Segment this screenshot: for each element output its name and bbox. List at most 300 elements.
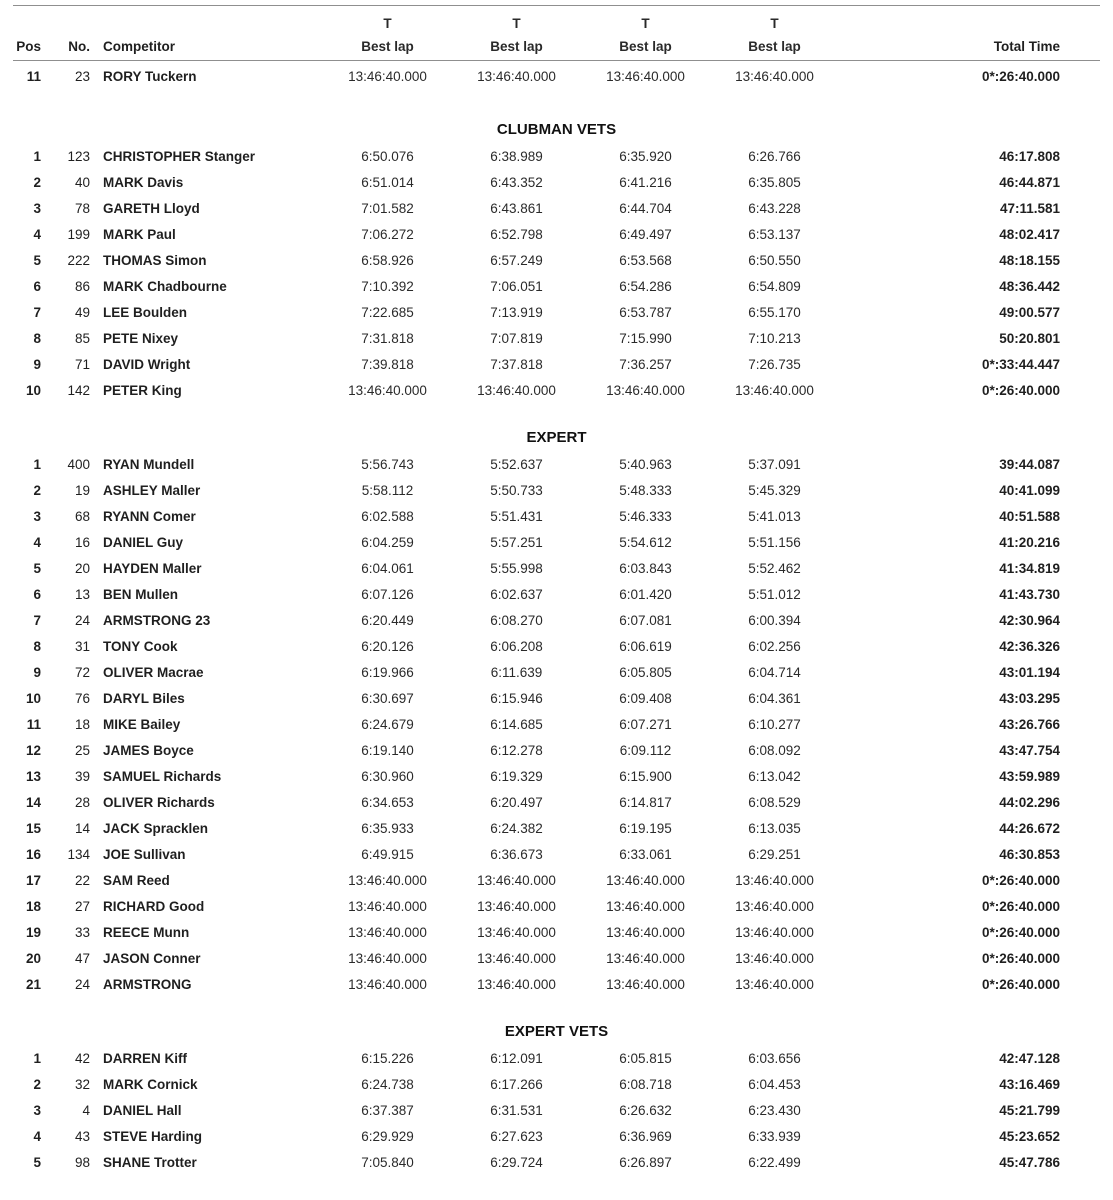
best-lap-cell-4: 13:46:40.000 [735,382,814,398]
table-row [13,633,1060,659]
total-time-cell: 41:34.819 [999,560,1060,576]
best-lap-cell-4: 13:46:40.000 [735,924,814,940]
position-cell: 8 [33,330,41,346]
lap2-t-header: T [512,16,521,31]
position-cell: 4 [33,534,41,550]
total-time-cell: 39:44.087 [999,456,1060,472]
competitor-cell: DARREN Kiff [103,1050,187,1066]
position-cell: 19 [25,924,41,940]
best-lap-cell-4: 6:29.251 [748,846,801,862]
best-lap-cell-1: 13:46:40.000 [348,950,427,966]
best-lap-cell-1: 6:02.588 [361,508,414,524]
position-cell: 2 [33,482,41,498]
table-row [13,247,1060,273]
total-time-cell: 43:16.469 [999,1076,1060,1092]
total-time-cell: 0*:26:40.000 [981,924,1060,940]
best-lap-cell-2: 6:11.639 [490,664,543,680]
position-cell: 7 [33,304,41,320]
competitor-cell: OLIVER Macrae [103,664,204,680]
position-cell: 10 [25,690,41,706]
race-number-cell: 47 [74,950,90,966]
position-cell: 1 [33,456,41,472]
best-lap-cell-2: 6:38.989 [490,148,543,164]
best-lap-cell-2: 7:06.051 [490,278,543,294]
best-lap-cell-3: 13:46:40.000 [606,872,685,888]
best-lap-cell-3: 6:05.815 [619,1050,672,1066]
competitor-cell: MARK Chadbourne [103,278,227,294]
competitor-cell: PETER King [103,382,182,398]
best-lap-cell-4: 5:52.462 [748,560,801,576]
total-time-cell: 43:26.766 [999,716,1060,732]
best-lap-cell-1: 6:58.926 [361,252,414,268]
total-time-cell: 40:51.588 [999,508,1060,524]
results-section [0,117,1113,403]
position-cell: 2 [33,1076,41,1092]
best-lap-cell-4: 5:41.013 [748,508,801,524]
total-time-cell: 44:26.672 [999,820,1060,836]
table-row [13,815,1060,841]
competitor-cell: ASHLEY Maller [103,482,201,498]
best-lap-cell-1: 13:46:40.000 [348,382,427,398]
best-lap-cell-3: 6:26.632 [619,1102,672,1118]
race-number-cell: 72 [74,664,90,680]
no-header-spacer [45,6,93,33]
best-lap-cell-2: 6:12.278 [490,742,543,758]
best-lap-cell-3: 6:05.805 [619,664,672,680]
best-lap-cell-3: 6:53.568 [619,252,672,268]
table-row [13,581,1060,607]
best-lap-cell-3: 6:33.061 [619,846,672,862]
total-time-cell: 46:30.853 [999,846,1060,862]
table-row [13,893,1060,919]
competitor-cell: DAVID Wright [103,356,191,372]
total-header-spacer [839,6,1060,33]
total-time-cell: 47:11.581 [999,200,1060,216]
total-time-cell: 0*:26:40.000 [981,950,1060,966]
competitor-cell: RICHARD Good [103,898,205,914]
table-row [13,169,1060,195]
best-lap-cell-3: 13:46:40.000 [606,924,685,940]
race-number-cell: 24 [74,976,90,992]
table-row [13,351,1060,377]
lap3-t-header: T [641,16,650,31]
race-number-cell: 68 [74,508,90,524]
best-lap-cell-4: 6:03.656 [748,1050,801,1066]
race-number-cell: 40 [74,174,90,190]
best-lap-cell-1: 6:24.679 [361,716,414,732]
competitor-cell: BEN Mullen [103,586,179,602]
best-lap-cell-3: 7:15.990 [619,330,672,346]
best-lap-cell-3: 13:46:40.000 [606,68,685,84]
best-lap-cell-1: 13:46:40.000 [348,924,427,940]
table-row [13,789,1060,815]
competitor-cell: CHRISTOPHER Stanger [103,148,256,164]
competitor-cell: JOE Sullivan [103,846,186,862]
competitor-cell: REECE Munn [103,924,190,940]
competitor-cell: JASON Conner [103,950,201,966]
competitor-cell: SAM Reed [103,872,170,888]
best-lap-cell-1: 7:31.818 [361,330,414,346]
best-lap-cell-3: 13:46:40.000 [606,950,685,966]
race-number-cell: 25 [74,742,90,758]
table-row [13,919,1060,945]
best-lap-cell-4: 13:46:40.000 [735,950,814,966]
best-lap-cell-1: 5:56.743 [361,456,414,472]
best-lap-cell-1: 5:58.112 [361,482,414,498]
total-time-cell: 50:20.801 [999,330,1060,346]
best-lap-cell-4: 6:08.529 [748,794,801,810]
best-lap-cell-4: 6:00.394 [748,612,801,628]
best-lap-cell-1: 6:30.960 [361,768,414,784]
pos-header-spacer [13,6,45,33]
best-lap-cell-4: 6:26.766 [748,148,801,164]
race-number-cell: 71 [74,356,90,372]
table-row [13,763,1060,789]
total-time-cell: 40:41.099 [999,482,1060,498]
total-time-cell: 41:20.216 [999,534,1060,550]
competitor-cell: GARETH Lloyd [103,200,200,216]
best-lap-cell-4: 6:22.499 [748,1154,801,1170]
best-lap-cell-2: 6:29.724 [490,1154,543,1170]
best-lap-cell-2: 5:52.637 [490,456,543,472]
best-lap-cell-1: 6:20.449 [361,612,414,628]
competitor-header-spacer [93,6,323,33]
race-number-cell: 39 [74,768,90,784]
total-time-cell: 45:47.786 [999,1154,1060,1170]
best-lap-cell-2: 6:15.946 [490,690,543,706]
best-lap-cell-1: 7:39.818 [361,356,414,372]
total-time-cell: 48:18.155 [999,252,1060,268]
competitor-cell: HAYDEN Maller [103,560,202,576]
position-cell: 11 [26,716,41,732]
section-table [13,451,1060,997]
best-lap-cell-4: 13:46:40.000 [735,898,814,914]
race-number-cell: 23 [74,68,90,84]
best-lap-cell-3: 6:44.704 [619,200,672,216]
best-lap-cell-3: 13:46:40.000 [606,382,685,398]
best-lap-cell-1: 6:20.126 [361,638,414,654]
race-number-cell: 49 [74,304,90,320]
race-number-cell: 222 [67,252,90,268]
position-cell: 1 [33,1050,41,1066]
table-row [13,1149,1060,1175]
best-lap-cell-1: 6:29.929 [361,1128,414,1144]
table-row [13,377,1060,403]
best-lap-cell-3: 6:06.619 [619,638,672,654]
best-lap-cell-4: 5:51.012 [748,586,801,602]
best-lap-cell-1: 6:50.076 [361,148,414,164]
position-cell: 13 [25,768,41,784]
race-number-cell: 19 [74,482,90,498]
best-lap-header-4: Best lap [748,39,801,54]
table-row [13,607,1060,633]
race-number-cell: 43 [74,1128,90,1144]
best-lap-cell-1: 6:30.697 [361,690,414,706]
position-cell: 10 [25,382,41,398]
best-lap-cell-4: 6:23.430 [748,1102,801,1118]
position-cell: 1 [33,148,41,164]
best-lap-cell-1: 6:19.966 [361,664,414,680]
best-lap-cell-4: 6:13.042 [748,768,801,784]
position-cell: 14 [25,794,41,810]
best-lap-cell-3: 7:36.257 [619,356,672,372]
best-lap-cell-2: 13:46:40.000 [477,872,556,888]
table-row [13,711,1060,737]
total-time-cell: 0*:26:40.000 [981,976,1060,992]
position-cell: 9 [33,664,41,680]
position-cell: 2 [33,174,41,190]
total-time-cell: 42:47.128 [999,1050,1060,1066]
best-lap-cell-3: 6:19.195 [619,820,672,836]
total-time-cell: 42:30.964 [999,612,1060,628]
best-lap-cell-4: 5:37.091 [748,456,801,472]
best-lap-cell-2: 6:19.329 [490,768,543,784]
section-rows [13,61,1060,91]
section-table [13,61,1060,91]
position-cell: 6 [33,278,41,294]
position-cell: 3 [33,508,41,524]
table-row [13,945,1060,971]
position-cell: 9 [33,356,41,372]
race-number-cell: 14 [74,820,90,836]
position-cell: 4 [33,1128,41,1144]
table-row [13,685,1060,711]
position-cell: 16 [25,846,41,862]
competitor-cell: DARYL Biles [103,690,185,706]
position-cell: 18 [25,898,41,914]
race-number-cell: 28 [74,794,90,810]
total-time-cell: 43:01.194 [999,664,1060,680]
race-number-cell: 123 [67,148,90,164]
best-lap-cell-2: 6:17.266 [490,1076,543,1092]
section-title: CLUBMAN VETS [496,121,617,138]
best-lap-cell-2: 6:20.497 [490,794,543,810]
position-cell: 3 [33,1102,41,1118]
race-number-cell: 24 [74,612,90,628]
competitor-cell: MIKE Bailey [103,716,181,732]
competitor-cell: MARK Paul [103,226,176,242]
best-lap-cell-4: 6:04.453 [748,1076,801,1092]
best-lap-cell-3: 5:54.612 [619,534,672,550]
best-lap-cell-3: 13:46:40.000 [606,976,685,992]
results-section [0,425,1113,997]
best-lap-cell-2: 7:07.819 [490,330,543,346]
lap4-t-header: T [770,16,779,31]
race-number-cell: 134 [67,846,90,862]
best-lap-cell-1: 7:22.685 [361,304,414,320]
table-row [13,1123,1060,1149]
best-lap-cell-3: 6:36.969 [619,1128,672,1144]
best-lap-cell-3: 5:48.333 [619,482,672,498]
number-header: No. [68,39,90,54]
best-lap-cell-1: 13:46:40.000 [348,872,427,888]
best-lap-cell-1: 6:24.738 [361,1076,414,1092]
best-lap-cell-2: 13:46:40.000 [477,898,556,914]
best-lap-cell-3: 6:09.112 [619,742,672,758]
best-lap-cell-4: 13:46:40.000 [735,976,814,992]
pos-header: Pos [16,39,41,54]
race-number-cell: 85 [74,330,90,346]
table-row [13,529,1060,555]
competitor-cell: RYAN Mundell [103,456,195,472]
best-lap-cell-2: 5:50.733 [490,482,543,498]
best-lap-cell-3: 6:53.787 [619,304,672,320]
best-lap-cell-4: 6:04.361 [748,690,801,706]
position-cell: 11 [26,68,41,84]
best-lap-cell-1: 6:04.259 [361,534,414,550]
best-lap-cell-1: 7:05.840 [361,1154,414,1170]
best-lap-cell-1: 6:07.126 [361,586,414,602]
best-lap-cell-2: 6:43.861 [490,200,543,216]
best-lap-cell-4: 6:08.092 [748,742,801,758]
best-lap-cell-3: 6:01.420 [619,586,672,602]
best-lap-cell-4: 6:43.228 [748,200,801,216]
section-title: EXPERT VETS [504,1023,609,1040]
race-number-cell: 400 [67,456,90,472]
best-lap-cell-4: 7:10.213 [748,330,801,346]
competitor-cell: TONY Cook [103,638,178,654]
best-lap-cell-3: 5:46.333 [619,508,672,524]
table-row [13,841,1060,867]
results-section [0,61,1113,91]
race-number-cell: 199 [67,226,90,242]
best-lap-cell-4: 6:35.805 [748,174,801,190]
table-row [13,61,1060,91]
best-lap-cell-2: 6:02.637 [490,586,543,602]
table-row [13,221,1060,247]
race-number-cell: 86 [74,278,90,294]
table-row [13,659,1060,685]
table-row [13,299,1060,325]
total-time-cell: 48:02.417 [999,226,1060,242]
race-number-cell: 18 [74,716,90,732]
race-number-cell: 42 [74,1050,90,1066]
best-lap-cell-3: 6:09.408 [619,690,672,706]
table-row [13,143,1060,169]
table-row [13,273,1060,299]
race-number-cell: 78 [74,200,90,216]
best-lap-cell-1: 7:01.582 [361,200,414,216]
total-time-cell: 0*:26:40.000 [981,68,1060,84]
race-number-cell: 22 [74,872,90,888]
best-lap-cell-2: 6:43.352 [490,174,543,190]
total-time-cell: 46:17.808 [999,148,1060,164]
best-lap-cell-1: 6:35.933 [361,820,414,836]
total-time-cell: 41:43.730 [999,586,1060,602]
position-cell: 5 [33,252,41,268]
best-lap-cell-4: 13:46:40.000 [735,872,814,888]
best-lap-cell-4: 6:54.809 [748,278,801,294]
best-lap-cell-2: 6:52.798 [490,226,543,242]
best-lap-cell-3: 6:26.897 [619,1154,672,1170]
section-rows [13,451,1060,997]
best-lap-cell-4: 6:10.277 [748,716,801,732]
total-time-cell: 43:59.989 [999,768,1060,784]
total-time-cell: 49:00.577 [999,304,1060,320]
position-cell: 21 [25,976,41,992]
total-time-cell: 44:02.296 [999,794,1060,810]
best-lap-cell-4: 6:53.137 [748,226,801,242]
best-lap-cell-3: 6:14.817 [619,794,672,810]
competitor-cell: STEVE Harding [103,1128,203,1144]
best-lap-cell-3: 6:03.843 [619,560,672,576]
position-cell: 8 [33,638,41,654]
best-lap-cell-1: 13:46:40.000 [348,68,427,84]
best-lap-cell-2: 7:37.818 [490,356,543,372]
position-cell: 12 [25,742,41,758]
table-row [13,451,1060,477]
best-lap-cell-2: 6:06.208 [490,638,543,654]
best-lap-cell-2: 13:46:40.000 [477,976,556,992]
best-lap-cell-3: 6:49.497 [619,226,672,242]
best-lap-cell-1: 13:46:40.000 [348,898,427,914]
best-lap-cell-4: 6:02.256 [748,638,801,654]
race-number-cell: 20 [74,560,90,576]
competitor-cell: PETE Nixey [103,330,179,346]
best-lap-cell-2: 5:51.431 [490,508,543,524]
competitor-cell: LEE Boulden [103,304,187,320]
position-cell: 17 [25,872,41,888]
position-cell: 6 [33,586,41,602]
competitor-cell: JAMES Boyce [103,742,194,758]
best-lap-cell-2: 6:14.685 [490,716,543,732]
best-lap-cell-4: 5:51.156 [748,534,801,550]
table-row [13,867,1060,893]
best-lap-cell-2: 6:36.673 [490,846,543,862]
race-number-cell: 98 [74,1154,90,1170]
best-lap-cell-4: 7:26.735 [748,356,801,372]
competitor-cell: SHANE Trotter [103,1154,197,1170]
results-header-table [13,6,1060,60]
position-cell: 15 [25,820,41,836]
best-lap-header-2: Best lap [490,39,543,54]
table-row [13,1097,1060,1123]
best-lap-cell-3: 6:07.081 [619,612,672,628]
position-cell: 4 [33,226,41,242]
competitor-cell: DANIEL Hall [103,1102,182,1118]
total-time-header: Total Time [993,39,1060,54]
best-lap-cell-2: 6:08.270 [490,612,543,628]
table-row [13,1045,1060,1071]
section-title: EXPERT [526,429,587,446]
best-lap-cell-1: 6:19.140 [361,742,414,758]
best-lap-cell-3: 6:54.286 [619,278,672,294]
best-lap-cell-2: 6:12.091 [490,1050,543,1066]
lap1-t-header: T [383,16,392,31]
race-number-cell: 13 [74,586,90,602]
best-lap-cell-1: 6:15.226 [361,1050,414,1066]
best-lap-cell-3: 6:07.271 [619,716,672,732]
column-labels-row [13,33,1060,60]
best-lap-cell-2: 13:46:40.000 [477,924,556,940]
total-time-cell: 0*:26:40.000 [981,382,1060,398]
best-lap-cell-2: 6:27.623 [490,1128,543,1144]
race-number-cell: 32 [74,1076,90,1092]
table-header [13,6,1060,60]
best-lap-cell-2: 13:46:40.000 [477,68,556,84]
total-time-cell: 43:03.295 [999,690,1060,706]
section-table [13,143,1060,403]
competitor-cell: OLIVER Richards [103,794,215,810]
total-time-cell: 48:36.442 [999,278,1060,294]
total-time-cell: 0*:33:44.447 [981,356,1060,372]
total-time-cell: 0*:26:40.000 [981,898,1060,914]
race-number-cell: 76 [74,690,90,706]
best-lap-cell-2: 5:55.998 [490,560,543,576]
sections [0,61,1113,1175]
position-cell: 20 [25,950,41,966]
section-table [13,1045,1060,1175]
